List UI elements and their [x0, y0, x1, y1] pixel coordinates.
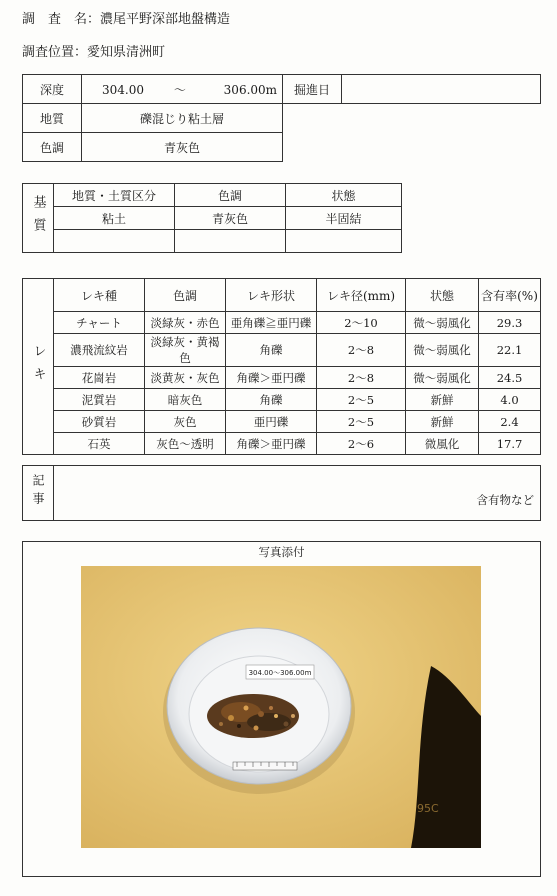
gravel-cell: 亜角礫≧亜円礫 — [226, 312, 317, 334]
location-line — [22, 41, 165, 60]
gravel-row — [23, 334, 541, 367]
gravel-row — [23, 389, 541, 411]
color-value: 青灰色 — [82, 133, 283, 162]
summary-row-color — [23, 133, 541, 162]
matrix-cell: 青灰色 — [175, 207, 286, 230]
matrix-side-label — [23, 184, 54, 253]
geology-label: 地質 — [23, 104, 82, 133]
gravel-cell: 2〜8 — [317, 334, 406, 367]
gravel-cell: 角礫＞亜円礫 — [226, 367, 317, 389]
matrix-header-row — [23, 184, 402, 207]
gravel-table — [22, 278, 541, 455]
gravel-cell: 角礫 — [226, 389, 317, 411]
matrix-header-2: 状態 — [286, 184, 402, 207]
depth-sep: 〜 — [173, 82, 186, 97]
photo-box — [22, 541, 541, 877]
gravel-header-2: レキ形状 — [226, 279, 317, 312]
gravel-side-text: レキ — [30, 343, 46, 390]
gravel-cell: 石英 — [54, 433, 145, 455]
gravel-cell: 微〜弱風化 — [406, 312, 479, 334]
memo-label — [23, 466, 54, 520]
gravel-side-label — [23, 279, 54, 455]
gravel-cell: 2〜8 — [317, 367, 406, 389]
gravel-cell: 2〜5 — [317, 389, 406, 411]
matrix-cell — [175, 230, 286, 253]
summary-blank — [283, 104, 541, 133]
memo-text: 含有物など — [476, 493, 534, 507]
matrix-cell — [54, 230, 175, 253]
gravel-cell: 灰色〜透明 — [145, 433, 226, 455]
survey-name-line — [22, 8, 230, 27]
gravel-cell: 淡緑灰・黄褐色 — [145, 334, 226, 367]
memo-box — [22, 465, 541, 521]
gravel-header-4: 状態 — [406, 279, 479, 312]
location-value: 愛知県清洲町 — [87, 45, 166, 60]
photo-corner-mark: 95C — [417, 802, 439, 815]
matrix-header-0: 地質・土質区分 — [54, 184, 175, 207]
geology-value: 礫混じり粘土層 — [82, 104, 283, 133]
gravel-cell: 微風化 — [406, 433, 479, 455]
scale-ruler — [233, 762, 297, 770]
gravel-row — [23, 411, 541, 433]
survey-name-value: 濃尾平野深部地盤構造 — [100, 12, 231, 27]
gravel-header-5: 含有率(%) — [479, 279, 541, 312]
gravel-cell: 微〜弱風化 — [406, 334, 479, 367]
survey-name-label: 調 査 名： — [22, 12, 101, 27]
depth-to: 306.00m — [223, 82, 278, 97]
gravel-cell: 2〜10 — [317, 312, 406, 334]
gravel-cell: 2〜6 — [317, 433, 406, 455]
summary-table — [22, 74, 541, 162]
gravel-cell: 暗灰色 — [145, 389, 226, 411]
matrix-cell: 粘土 — [54, 207, 175, 230]
gravel-cell: 新鮮 — [406, 411, 479, 433]
gravel-header-0: レキ種 — [54, 279, 145, 312]
memo-label-text: 記事 — [31, 474, 45, 510]
summary-row-depth — [23, 75, 541, 104]
gravel-cell: 泥質岩 — [54, 389, 145, 411]
excavation-date-value — [342, 75, 541, 104]
summary-row-geology — [23, 104, 541, 133]
gravel-cell: 淡黄灰・灰色 — [145, 367, 226, 389]
gravel-cell: 4.0 — [479, 389, 541, 411]
gravel-cell: 淡緑灰・赤色 — [145, 312, 226, 334]
gravel-header-3: レキ径(mm) — [317, 279, 406, 312]
gravel-row — [23, 433, 541, 455]
gravel-cell: 新鮮 — [406, 389, 479, 411]
matrix-table — [22, 183, 402, 253]
gravel-cell: チャート — [54, 312, 145, 334]
gravel-cell: 花崗岩 — [54, 367, 145, 389]
matrix-side-text: 基質 — [30, 195, 46, 241]
gravel-row — [23, 312, 541, 334]
gravel-cell: 角礫 — [226, 334, 317, 367]
gravel-cell: 亜円礫 — [226, 411, 317, 433]
color-label: 色調 — [23, 133, 82, 162]
gravel-cell: 角礫＞亜円礫 — [226, 433, 317, 455]
gravel-row — [23, 367, 541, 389]
summary-blank-2 — [283, 133, 541, 162]
gravel-cell: 微〜弱風化 — [406, 367, 479, 389]
gravel-cell: 砂質岩 — [54, 411, 145, 433]
gravel-cell: 灰色 — [145, 411, 226, 433]
sample-photo — [81, 566, 481, 848]
gravel-cell: 22.1 — [479, 334, 541, 367]
matrix-cell — [286, 230, 402, 253]
matrix-cell: 半固結 — [286, 207, 402, 230]
gravel-cell: 29.3 — [479, 312, 541, 334]
excavation-date-label: 掘進日 — [283, 75, 342, 104]
gravel-cell: 2〜5 — [317, 411, 406, 433]
gravel-cell: 17.7 — [479, 433, 541, 455]
photo-title: 写真添付 — [258, 545, 305, 559]
depth-cell — [82, 75, 283, 104]
gravel-pile — [207, 694, 299, 738]
gravel-cell: 24.5 — [479, 367, 541, 389]
depth-from: 304.00 — [102, 82, 144, 97]
gravel-header-1: 色調 — [145, 279, 226, 312]
gravel-cell: 濃飛流紋岩 — [54, 334, 145, 367]
gravel-header-row — [23, 279, 541, 312]
matrix-header-1: 色調 — [175, 184, 286, 207]
location-label: 調査位置： — [22, 45, 88, 60]
gravel-cell: 2.4 — [479, 411, 541, 433]
depth-label: 深度 — [23, 75, 82, 104]
sample-label-text: 304.00〜306.00m — [248, 669, 312, 677]
matrix-row — [23, 207, 402, 230]
matrix-row — [23, 230, 402, 253]
